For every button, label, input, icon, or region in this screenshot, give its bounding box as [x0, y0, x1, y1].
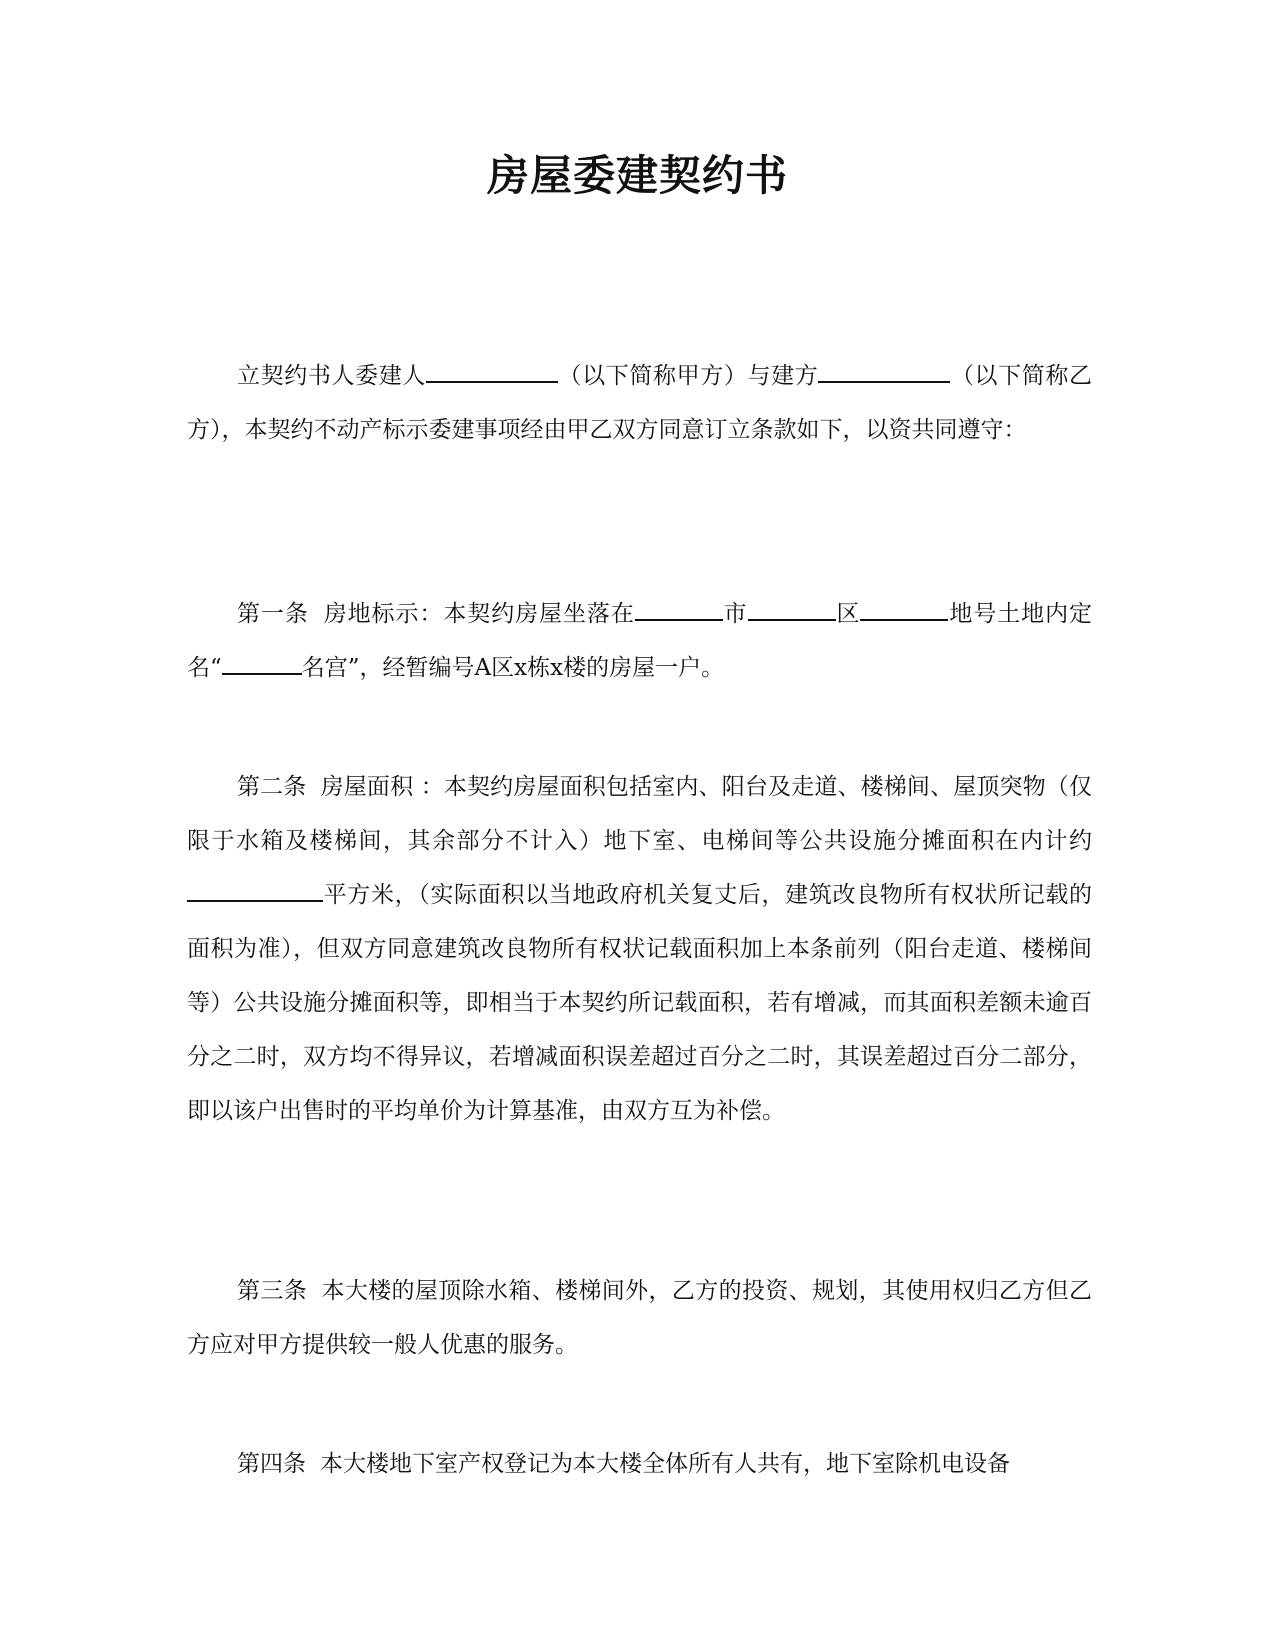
intro-text-2: （以下简称甲方）与建方 [557, 363, 819, 389]
article-1-text-3: 区 [835, 601, 861, 627]
building-name-blank [222, 651, 302, 675]
article-2-text-1: 房屋面积 ：本契约房屋面积包括室内、阳台及走道、楼梯间、屋顶突物（仅限于水箱及楼梯间，其余部分不计入）地下室、电梯间等公共设施分摊面积在内计约 [187, 774, 1093, 854]
intro-text-1: 立契约书人委建人 [237, 363, 426, 389]
builder-name-blank [818, 359, 950, 383]
client-name-blank [426, 359, 558, 383]
article-3-text: 本大楼的屋顶除水箱、楼梯间外，乙方的投资、规划，其使用权归乙方但乙方应对甲方提供较一般人优惠的服务。 [187, 1278, 1093, 1358]
article-2-label: 第二条 [237, 774, 307, 800]
article-1-label: 第一条 [237, 601, 309, 627]
article-1-text-5: 名宫”，经暂编号A区x栋x楼的房屋一户。 [301, 655, 725, 681]
article-2-paragraph [187, 760, 1092, 1138]
article-4-text: 本大楼地下室产权登记为本大楼全体所有人共有，地下室除机电设备 [320, 1451, 1010, 1477]
district-blank [748, 597, 836, 621]
article-2-text-2: 平方米，（实际面积以当地政府机关复丈后，建筑改良物所有权状所记载的面积为准），但双方同意建筑改良物所有权状记载面积加上本条前列（阳台走道、楼梯间等）公共设施分摊面积等，即相当于本契约所记载面积，若有增减，而其面积差额未逾百分之二时，双方均不得异议，若增减面积误差超过百分之二时，其误差超过百分二部分，即以该户出售时的平均单价为计算基准，由双方互为补偿。 [187, 882, 1092, 1124]
document-title: 房屋委建契约书 [486, 151, 788, 200]
article-1-text-1: 房地标示：本契约房屋坐落在 [322, 601, 635, 627]
article-1-paragraph [187, 587, 1092, 695]
city-blank [635, 597, 723, 621]
intro-text-3: （以下简称乙方），本契约不动产标示委建事项经由甲乙双方同意订立条款如下，以资共同遵守： [187, 363, 1093, 443]
article-1-text-4: 地号土地内定名“ [187, 601, 1093, 681]
intro-paragraph [187, 349, 1092, 457]
area-blank [187, 878, 323, 902]
article-3-paragraph [187, 1264, 1092, 1372]
article-4-paragraph [187, 1437, 1092, 1491]
article-3-label: 第三条 [237, 1278, 308, 1304]
lot-number-blank [860, 597, 948, 621]
article-1-text-2: 市 [722, 601, 748, 627]
article-4-label: 第四条 [237, 1451, 306, 1477]
